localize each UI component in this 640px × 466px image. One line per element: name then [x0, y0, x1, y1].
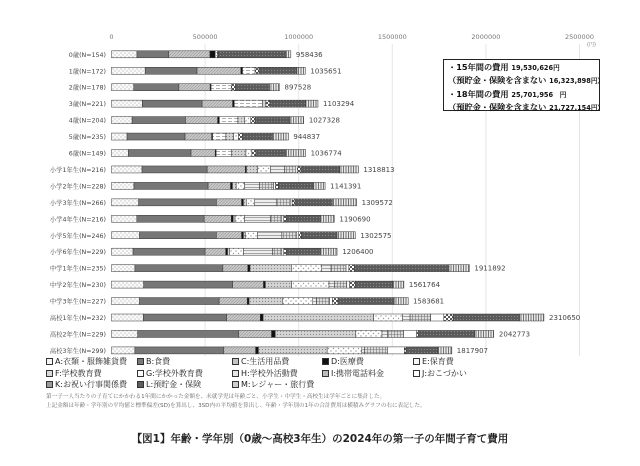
bar-segment	[245, 182, 260, 189]
total-label: 1141391	[330, 182, 362, 191]
category-label: 高校1年生(N=232)	[49, 315, 106, 322]
bar-segment	[246, 150, 252, 157]
bar-segment	[112, 150, 129, 157]
bar-segment	[347, 281, 350, 288]
bar-segment	[238, 117, 245, 124]
bar-segment	[278, 182, 314, 189]
bar-segment	[271, 215, 282, 222]
legend-label: C:生活用品費	[241, 357, 290, 366]
bar-segment	[286, 51, 290, 58]
bar-segment	[284, 215, 287, 222]
summary-15y-excl-label: （預貯金・保険を含まない	[448, 75, 547, 86]
bar-segment	[419, 330, 475, 337]
bar-segment	[132, 117, 185, 124]
bar-segment	[134, 182, 208, 189]
legend-swatch	[137, 358, 144, 365]
bar-segment	[219, 117, 238, 124]
bar-segment	[218, 51, 286, 58]
bar-segment	[374, 314, 403, 321]
bar-segment	[327, 347, 362, 354]
total-label: 1027328	[308, 116, 341, 125]
bar-segment	[219, 298, 247, 305]
bar-segment	[112, 314, 144, 321]
bar-segment	[297, 166, 301, 173]
bar-segment	[354, 265, 449, 272]
bar-segment	[211, 84, 231, 91]
total-label: 1035651	[310, 67, 342, 76]
bar-segment	[185, 133, 212, 140]
bar-segment	[169, 51, 210, 58]
total-label: 1103294	[323, 100, 355, 109]
bar-segment	[260, 314, 263, 321]
bar-segment	[226, 133, 234, 140]
bar-segment	[255, 199, 277, 206]
bar-segment	[215, 51, 217, 58]
bar-segment	[404, 347, 406, 354]
summary-15y-excl-value: 16,323,898円）	[549, 77, 605, 86]
bar-segment	[232, 182, 236, 189]
bar-segment	[112, 347, 135, 354]
bar-segment	[282, 215, 284, 222]
bar-segment	[355, 281, 392, 288]
legend-label: L:預貯金・保険	[146, 380, 202, 389]
legend-swatch	[413, 358, 420, 365]
bar-segment	[139, 199, 217, 206]
legend-label: I:携帯電話料金	[331, 368, 385, 378]
total-label: 1911892	[474, 264, 506, 273]
legend-label: M:レジャー・旅行費	[241, 380, 315, 389]
bar-segment	[520, 314, 544, 321]
total-label: 944837	[293, 133, 321, 142]
bar-segment	[227, 314, 261, 321]
bar-segment	[258, 347, 327, 354]
bar-segment	[260, 182, 274, 189]
bar-segment	[271, 166, 285, 173]
legend-item	[46, 356, 127, 367]
bar-segment	[272, 133, 288, 140]
bar-segment	[322, 265, 331, 272]
category-label: 1歳(N=172)	[68, 68, 106, 76]
bar-segment	[272, 330, 276, 337]
bar-segment	[112, 215, 137, 222]
bar-segment	[314, 182, 325, 189]
bar-segment	[335, 281, 347, 288]
bar-segment	[346, 265, 349, 272]
bar-segment	[127, 133, 185, 140]
x-tick-label: 2500000	[565, 33, 594, 41]
legend-label: K:お祝い行事関係費	[55, 380, 127, 389]
bar-segment	[320, 248, 337, 255]
bar-segment	[112, 166, 143, 173]
bar-segment	[265, 281, 291, 288]
legend-swatch	[137, 370, 144, 377]
legend-item	[137, 379, 201, 390]
bar-segment	[276, 199, 290, 206]
bar-segment	[235, 84, 269, 91]
bar-segment	[406, 347, 438, 354]
bar-segment	[292, 281, 329, 288]
bar-segment	[259, 67, 297, 74]
total-label: 1309572	[361, 198, 393, 207]
bar-segment	[133, 248, 205, 255]
bar-segment	[248, 265, 250, 272]
bar-segment	[295, 166, 297, 173]
legend-item	[413, 356, 454, 367]
total-label: 1302575	[360, 231, 392, 240]
bar-segment	[233, 100, 235, 107]
bar-segment	[112, 133, 128, 140]
legend-item	[137, 356, 170, 367]
x-tick-label: 0	[109, 33, 114, 41]
bar-segment	[297, 67, 305, 74]
category-label: 小学1年生(N=216)	[49, 166, 106, 174]
bar-segment	[244, 215, 270, 222]
bar-segment	[356, 330, 382, 337]
bar-segment	[218, 117, 220, 124]
bar-segment	[388, 330, 404, 337]
bar-segment	[299, 232, 302, 239]
bar-segment	[350, 281, 356, 288]
legend-label: H:学校外活動費	[241, 368, 298, 378]
bar-segment	[231, 182, 233, 189]
bar-segment	[179, 84, 210, 91]
bar-segment	[444, 314, 453, 321]
bar-segment	[332, 199, 356, 206]
bar-segment	[287, 215, 321, 222]
bar-segment	[263, 314, 373, 321]
bar-segment	[231, 84, 235, 91]
bar-segment	[243, 248, 272, 255]
bar-segment	[112, 100, 143, 107]
category-label: 中学2年生(N=230)	[49, 282, 106, 290]
bar-segment	[301, 166, 340, 173]
bar-segment	[297, 232, 299, 239]
category-label: 小学6年生(N=229)	[49, 249, 106, 257]
bar-segment	[393, 281, 404, 288]
note-line-2: 上記金額は年齢・学年別の平均値と標準偏差(SD)を算出し、3SD内の平均値を算出し、年齢・学年別の1年の合計費用は横積みグラフの右に表記した。	[46, 403, 426, 409]
bar-segment	[255, 67, 259, 74]
bar-segment	[242, 199, 244, 206]
bar-segment	[256, 150, 287, 157]
bar-segment	[250, 265, 292, 272]
category-label: 高校3年生(N=299)	[49, 347, 106, 355]
bar-segment	[229, 248, 243, 255]
category-label: 小学5年生(N=246)	[49, 232, 106, 240]
bar-segment	[112, 232, 140, 239]
bar-segment	[224, 347, 256, 354]
legend-item	[46, 368, 102, 379]
bar-segment	[275, 182, 278, 189]
category-label: 中学1年生(N=235)	[49, 265, 106, 273]
bar-segment	[233, 281, 264, 288]
total-label: 2310650	[549, 314, 581, 322]
bar-segment	[431, 314, 444, 321]
category-label: 5歳(N=235)	[68, 134, 106, 142]
bar-segment	[438, 347, 452, 354]
legend-swatch	[137, 381, 144, 388]
bar-segment	[135, 265, 223, 272]
summary-box	[443, 59, 605, 113]
bar-segment	[275, 330, 355, 337]
total-label: 1561764	[408, 281, 441, 290]
bar-segment	[410, 314, 431, 321]
bar-segment	[256, 347, 259, 354]
bar-segment	[142, 100, 202, 107]
total-label: 897528	[284, 83, 312, 92]
bar-segment	[241, 67, 243, 74]
bar-segment	[330, 298, 333, 305]
summary-15y-value: 19,530,626円	[511, 64, 560, 72]
bar-segment	[337, 232, 355, 239]
bar-segment	[417, 330, 419, 337]
legend-swatch	[232, 358, 239, 365]
bar-segment	[112, 117, 133, 124]
category-label: 3歳(N=221)	[68, 101, 106, 109]
bar-segment	[112, 199, 139, 206]
bar-segment	[112, 248, 134, 255]
bar-segment	[272, 248, 281, 255]
bar-segment	[128, 150, 191, 157]
category-label: 0歳(N=154)	[68, 51, 106, 59]
bar-segment	[316, 298, 329, 305]
bar-segment	[453, 314, 519, 321]
summary-18y-label: ・18年間の費用	[448, 88, 509, 99]
bar-segment	[112, 330, 138, 337]
bar-segment	[134, 84, 179, 91]
bar-segment	[283, 298, 313, 305]
x-tick-label: 500000	[192, 33, 218, 41]
bar-segment	[210, 51, 215, 58]
bar-segment	[332, 298, 338, 305]
bar-segment	[204, 215, 231, 222]
bar-segment	[302, 232, 338, 239]
total-label: 1583681	[412, 297, 445, 306]
bar-segment	[269, 84, 279, 91]
bar-segment	[236, 182, 244, 189]
bar-segment	[331, 265, 346, 272]
bar-segment	[243, 199, 246, 206]
legend-swatch	[413, 370, 420, 377]
bar-segment	[140, 232, 217, 239]
total-label: 2042773	[498, 330, 531, 339]
legend-swatch	[322, 358, 329, 365]
bar-segment	[249, 298, 283, 305]
legend-item	[232, 356, 289, 367]
legend-item	[46, 379, 127, 390]
x-tick-label: 2000000	[471, 33, 501, 41]
category-label: 4歳(N=204)	[68, 117, 106, 125]
bar-segment	[145, 67, 197, 74]
bar-segment	[243, 133, 273, 140]
bar-segment	[246, 166, 257, 173]
total-label: 1817907	[456, 346, 488, 355]
bar-segment	[404, 330, 417, 337]
bar-segment	[403, 314, 410, 321]
bar-segment	[349, 265, 355, 272]
bar-segment	[239, 133, 243, 140]
bar-segment	[290, 199, 292, 206]
x-tick-label: 1000000	[284, 33, 314, 41]
bar-segment	[292, 265, 322, 272]
bar-segment	[286, 150, 305, 157]
legend-label: B:食費	[146, 357, 171, 366]
legend-swatch	[46, 370, 53, 377]
bar-segment	[223, 265, 248, 272]
bar-segment	[140, 298, 220, 305]
bar-segment	[112, 182, 134, 189]
bar-segment	[382, 330, 388, 337]
bar-segment	[231, 215, 233, 222]
bar-segment	[263, 100, 266, 107]
category-label: 中学3年生(N=227)	[49, 298, 106, 306]
bar-segment	[185, 117, 217, 124]
bar-segment	[287, 248, 321, 255]
bar-segment	[207, 166, 245, 173]
legend-swatch	[232, 370, 239, 377]
bar-segment	[449, 265, 469, 272]
bar-segment	[226, 248, 228, 255]
bar-segment	[243, 232, 245, 239]
bar-segment	[245, 117, 251, 124]
bar-segment	[208, 182, 230, 189]
bar-segment	[329, 281, 335, 288]
legend-label: G:学校外教育費	[146, 368, 203, 378]
bar-segment	[112, 51, 137, 58]
legend-label: E:保育費	[422, 357, 454, 366]
bar-segment	[264, 281, 266, 288]
bar-segment	[320, 215, 334, 222]
bar-segment	[138, 330, 239, 337]
category-label: 小学2年生(N=228)	[49, 183, 106, 191]
bar-segment	[213, 133, 226, 140]
figure-title: 【図1】年齢・学年別（0歳～高校3年生）の2024年の第一子の年間子育て費用	[131, 433, 509, 445]
category-label: 6歳(N=149)	[68, 150, 106, 158]
legend-swatch	[232, 381, 239, 388]
bar-segment	[191, 150, 215, 157]
bar-segment	[313, 298, 317, 305]
bar-segment	[197, 67, 241, 74]
bar-segment	[235, 215, 244, 222]
bar-segment	[242, 232, 244, 239]
bar-segment	[292, 199, 295, 206]
bar-segment	[247, 298, 249, 305]
bar-segment	[144, 281, 233, 288]
bar-segment	[270, 100, 306, 107]
bar-segment	[258, 166, 271, 173]
legend-item	[413, 368, 467, 379]
total-label: 1318813	[363, 165, 395, 174]
bar-segment	[284, 166, 295, 173]
bar-segment	[245, 232, 257, 239]
bar-segment	[233, 215, 235, 222]
bar-segment	[112, 84, 134, 91]
legend-swatch	[46, 381, 53, 388]
bar-segment	[243, 67, 256, 74]
bar-segment	[290, 117, 304, 124]
legend-label: F:学校教育費	[55, 368, 102, 378]
bar-segment	[251, 117, 255, 124]
note-line-1: 第一子一人当たりの子育てにかかわる1年間にかかった金額を、未就学児は年齢ごと、小学生・中学生・高校生は学年ごとに集計した。	[46, 394, 386, 400]
summary-18y-excl-label: （預貯金・保険を含まない	[448, 102, 547, 113]
bar-segment	[232, 150, 246, 157]
bar-segment	[202, 100, 233, 107]
category-label: 2歳(N=178)	[68, 84, 106, 92]
bar-segment	[246, 199, 254, 206]
total-label: 1036774	[310, 149, 342, 158]
bar-segment	[228, 248, 230, 255]
category-label: 高校2年生(N=229)	[49, 331, 106, 339]
legend-item	[232, 368, 298, 379]
bar-segment	[135, 347, 224, 354]
total-label: 1190690	[339, 215, 371, 224]
legend-item	[232, 379, 314, 390]
bar-segment	[142, 166, 207, 173]
legend-label: J:おこづかい	[422, 368, 467, 378]
legend-swatch	[46, 358, 53, 365]
bar-segment	[234, 133, 239, 140]
bar-segment	[295, 199, 332, 206]
bar-segment	[137, 215, 204, 222]
bar-segment	[365, 347, 388, 354]
bar-segment	[216, 150, 232, 157]
bar-segment	[306, 100, 318, 107]
bar-segment	[239, 330, 272, 337]
total-label: 958436	[295, 50, 323, 59]
bar-segment	[255, 117, 290, 124]
bar-segment	[137, 51, 169, 58]
bar-segment	[112, 67, 146, 74]
bar-segment	[282, 248, 284, 255]
bar-segment	[282, 232, 297, 239]
bar-segment	[338, 298, 394, 305]
total-label: 1206400	[342, 248, 374, 257]
bar-segment	[284, 248, 287, 255]
bar-segment	[216, 232, 241, 239]
bar-segment	[205, 248, 226, 255]
legend-item	[322, 356, 364, 367]
summary-18y-value: 25,701,956 円	[511, 90, 567, 99]
bar-segment	[143, 314, 226, 321]
legend-label: A:衣類・服飾雑貨費	[55, 357, 128, 366]
bar-segment	[216, 199, 241, 206]
x-tick-label: 1500000	[377, 33, 407, 41]
bar-segment	[340, 166, 359, 173]
summary-18y-excl-value: 21,727,154円）	[549, 104, 605, 113]
bar-segment	[112, 265, 135, 272]
legend-item	[137, 368, 203, 379]
bar-segment	[112, 298, 140, 305]
category-label: 小学4年生(N=216)	[49, 216, 106, 224]
bar-segment	[112, 281, 144, 288]
bar-segment	[274, 182, 276, 189]
bar-segment	[475, 330, 494, 337]
legend-item	[322, 368, 384, 379]
bar-segment	[258, 232, 282, 239]
x-unit-label: (円)	[587, 42, 596, 48]
legend-swatch	[322, 370, 329, 377]
bar-segment	[387, 347, 404, 354]
bar-segment	[394, 298, 408, 305]
legend-label: D:医療費	[331, 357, 364, 366]
summary-15y-label: ・15年間の費用	[448, 62, 509, 72]
bar-segment	[266, 100, 270, 107]
bar-segment	[362, 347, 365, 354]
bar-segment	[252, 150, 256, 157]
category-label: 小学3年生(N=266)	[49, 199, 106, 207]
bar-segment	[234, 100, 262, 107]
